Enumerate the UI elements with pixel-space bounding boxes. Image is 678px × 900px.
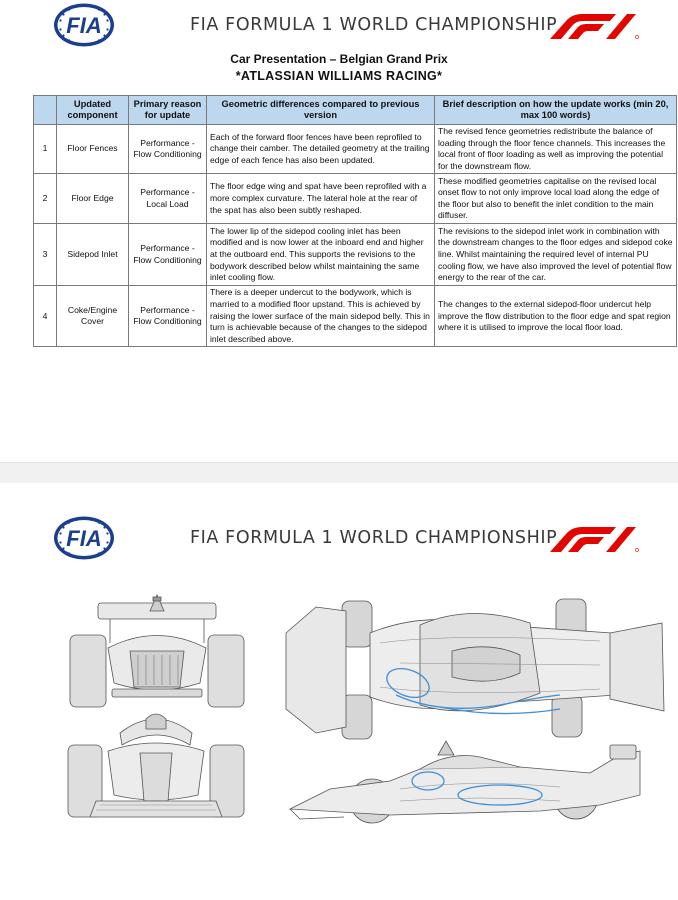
row-geometry: The lower lip of the sidepod cooling inlet has been modified and is now lower at the inboard end and higher at the outboard end. This supports the revisions to the bodywork described below whilst maintaining the same inlet cooling flow. [207,224,435,286]
row-number: 4 [34,286,57,347]
f1-logo-icon [548,12,642,40]
row-description: These modified geometries capitalise on the revised local onset flow to not only improve local load along the edge of the floor but also to benefit the inlet condition to the main diffuser. [435,174,677,224]
header-reason: Primary reason for update [129,96,207,125]
row-description: The changes to the external sidepod-floor undercut help improve the flow distribution to the floor edge and spat region where it is utilised to improve the local floor load. [435,286,677,347]
side-view-drawing [290,741,640,823]
table-row [34,174,677,224]
table-row [34,224,677,286]
row-geometry: There is a deeper undercut to the bodywork, which is married to a modified floor upstand. This is achieved by raising the lower surface of the main sidepod belly. This in turn is achievable because of the changes to the sidepod inlet described above. [207,286,435,347]
svg-text:FIA: FIA [66,526,102,551]
row-component: Floor Edge [57,174,129,224]
table-row [34,125,677,174]
row-component: Sidepod Inlet [57,224,129,286]
table-header-row [34,96,677,125]
row-number: 3 [34,224,57,286]
row-number: 1 [34,125,57,174]
row-reason: Performance - Local Load [129,174,207,224]
row-reason: Performance - Flow Conditioning [129,224,207,286]
svg-text:FIA: FIA [66,13,102,38]
updates-table [33,95,677,347]
row-description: The revisions to the sidepod inlet work in combination with the downstream changes to the floor edges and sidepod coke line. Whilst maintaining the required level of internal PU cooling flow, we have also improved the level of potential flow energy to the rear of the car. [435,224,677,286]
row-description: The revised fence geometries redistribute the balance of loading through the floor fence channels. This increases the local front of floor loading as well as improving the potential for the downstream flow. [435,125,677,174]
car-drawings [0,483,678,900]
header-title: FIA FORMULA 1 WORLD CHAMPIONSHIP [190,15,558,35]
team-name: *ATLASSIAN WILLIAMS RACING* [235,69,443,83]
row-reason: Performance - Flow Conditioning [129,286,207,347]
presentation-title: Car Presentation – Belgian Grand Prix [230,52,448,66]
page-separator [0,462,678,484]
header-description: Brief description on how the update works (min 20, max 100 words) [435,96,677,125]
rear-view-drawing [70,595,244,707]
top-view-drawing [286,599,664,739]
page-header [0,0,678,50]
row-geometry: The floor edge wing and spat have been reprofiled with a more complex curvature. The lateral hole at the rear of the spat has also been subtly reshaped. [207,174,435,224]
row-number: 2 [34,174,57,224]
row-component: Coke/Engine Cover [57,286,129,347]
table-row [34,286,677,347]
row-reason: Performance - Flow Conditioning [129,125,207,174]
header-number [34,96,57,125]
header-component: Updated component [57,96,129,125]
header-title: FIA FORMULA 1 WORLD CHAMPIONSHIP [190,528,558,548]
row-geometry: Each of the forward floor fences have been reprofiled to change their camber. The detailed geometry at the trailing edge of each fence has also been updated. [207,125,435,174]
front-view-drawing [68,714,244,817]
page-2 [0,483,678,900]
fia-logo-icon [52,2,116,48]
row-component: Floor Fences [57,125,129,174]
header-geometry: Geometric differences compared to previous version [207,96,435,125]
